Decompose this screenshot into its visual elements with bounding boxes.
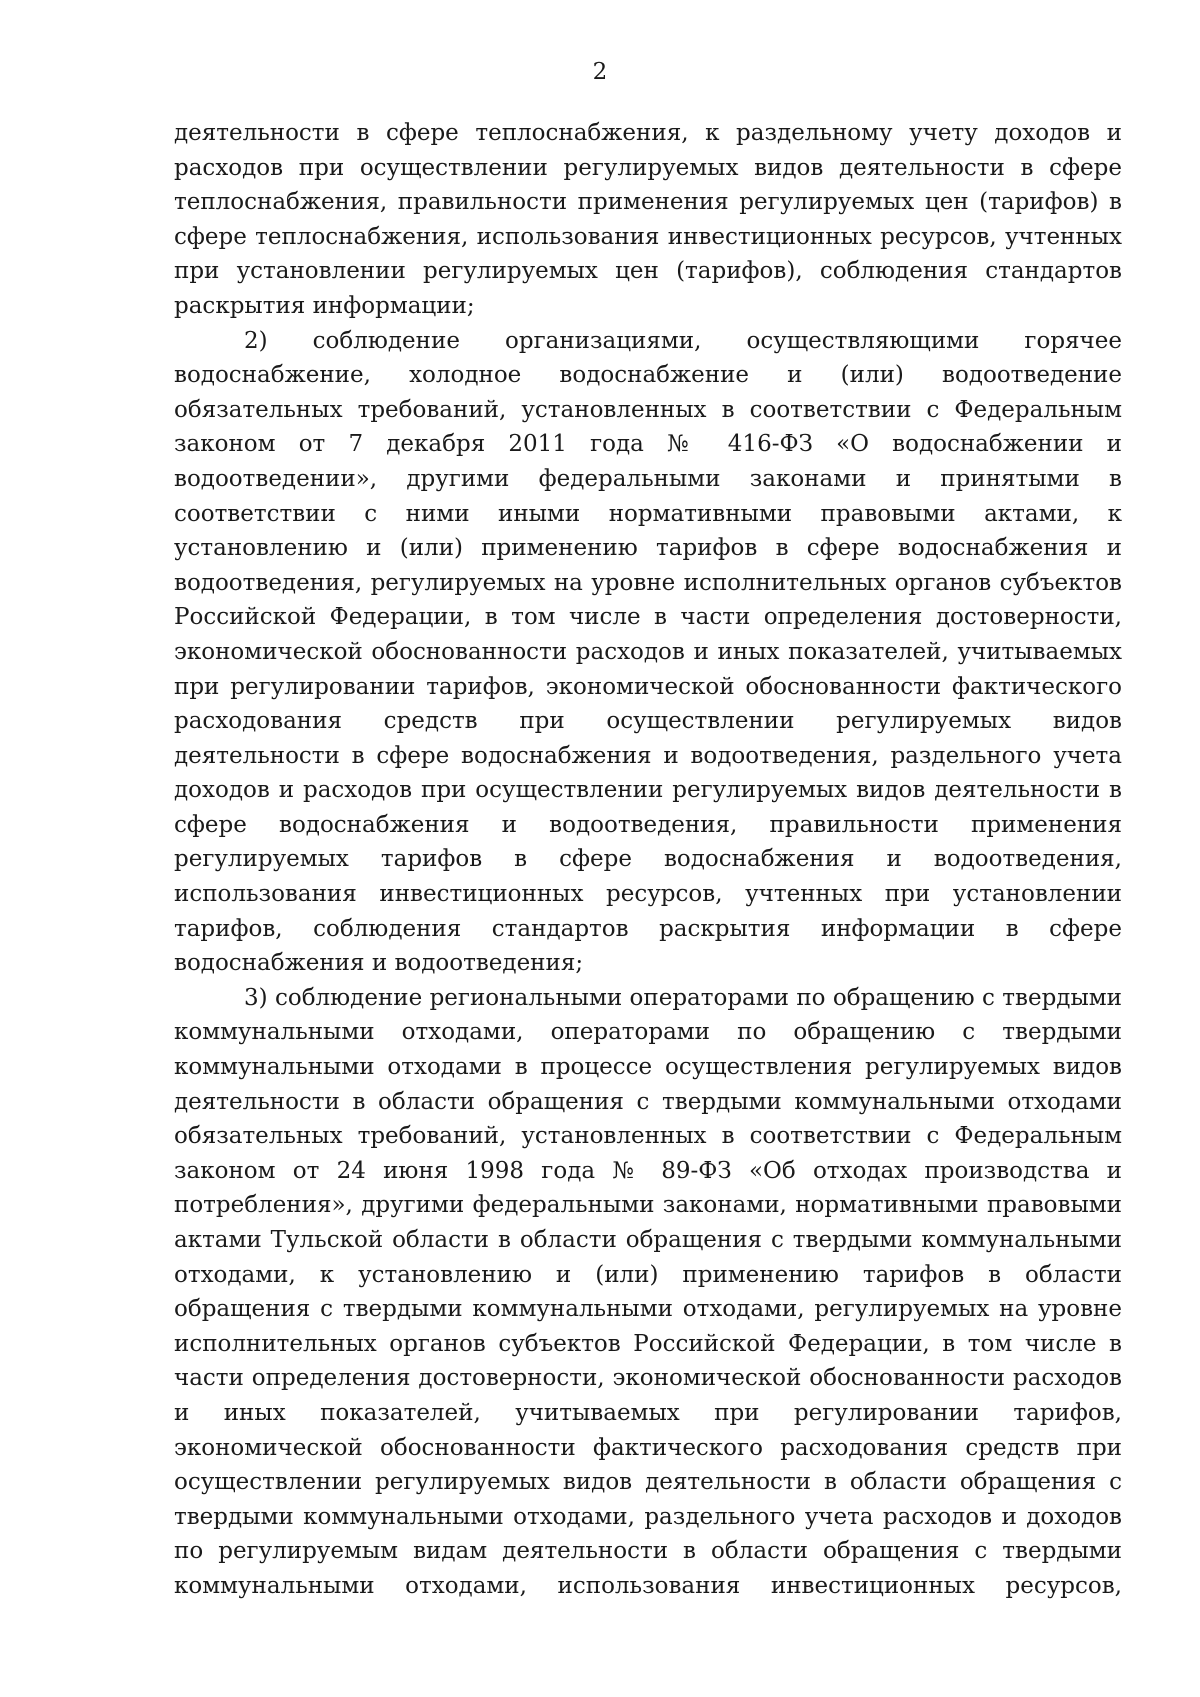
paragraph-item-2: 2) соблюдение организациями, осуществляющими горячее водоснабжение, холодное водоснабжение и (или) водоотведение обязательных требований, установленных в соответствии с Федеральным законом от 7 декабря 2011 года № 416-ФЗ «О водоснабжении и водоотведении», другими федеральными законами и принятыми в соответствии с ними иными нормативными правовыми актами, к установлению и (или) применению тарифов в сфере водоснабжения и водоотведения, регулируемых на уровне исполнительных органов субъектов Российской Федерации, в том числе в части определения достоверности, экономической обоснованности расходов и иных показателей, учитываемых при регулировании тарифов, экономической обоснованности фактического расходования средств при осуществлении регулируемых видов деятельности в сфере водоснабжения и водоотведения, раздельного учета доходов и расходов при осуществлении регулируемых видов деятельности в сфере водоснабжения и водоотведения, правильности применения регулируемых тарифов в сфере водоснабжения и водоотведения, использования инвестиционных ресурсов, учтенных при установлении тарифов, соблюдения стандартов раскрытия информации в сфере водоснабжения и водоотведения; xyxy=(174,327,1122,977)
paragraph-item-3: 3) соблюдение региональными операторами по обращению с твердыми коммунальными отходами, операторами по обращению с твердыми коммунальными отходами в процессе осуществления регулируемых видов деятельности в области обращения с твердыми коммунальными отходами обязательных требований, установленных в соответствии с Федеральным законом от 24 июня 1998 года № 89-ФЗ «Об отходах производства и потребления», другими федеральными законами, нормативными правовыми актами Тульской области в области обращения с твердыми коммунальными отходами, к установлению и (или) применению тарифов в области обращения с твердыми коммунальными отходами, регулируемых на уровне исполнительных органов субъектов Российской Федерации, в том числе в части определения достоверности, экономической обоснованности расходов и иных показателей, учитываемых при регулировании тарифов, экономической обоснованности фактического расходования средств при осуществлении регулируемых видов деятельности в области обращения с твердыми коммунальными отходами, раздельного учета расходов и доходов по регулируемым видам деятельности в области обращения с твердыми коммунальными отходами, использования инвестиционных ресурсов, xyxy=(174,984,1122,1599)
document-body xyxy=(174,116,1122,1604)
paragraph-continuation: деятельности в сфере теплоснабжения, к раздельному учету доходов и расходов при осуществлении регулируемых видов деятельности в сфере теплоснабжения, правильности применения регулируемых цен (тарифов) в сфере теплоснабжения, использования инвестиционных ресурсов, учтенных при установлении регулируемых цен (тарифов), соблюдения стандартов раскрытия информации; xyxy=(174,120,1122,319)
page-number: 2 xyxy=(592,59,608,85)
